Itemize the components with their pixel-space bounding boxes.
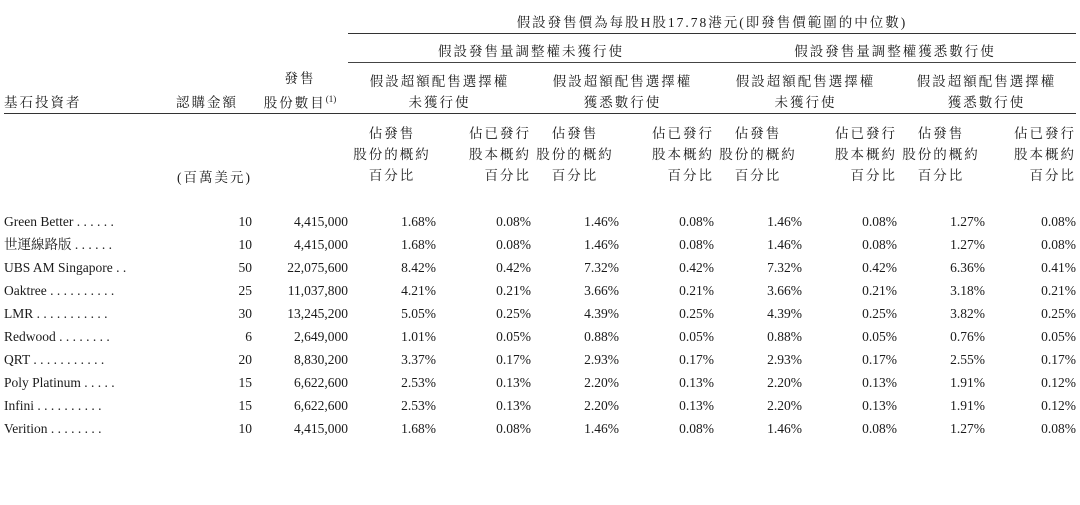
pct-value: 1.91%	[950, 375, 985, 390]
amount-column-header: 認購金額	[162, 63, 252, 114]
table-row	[4, 325, 1076, 348]
pct-value: 1.01%	[401, 329, 436, 344]
offer-shares-count: 6,622,600	[294, 398, 348, 413]
pct-value: 0.12%	[1041, 375, 1076, 390]
offer-shares-count: 6,622,600	[294, 375, 348, 390]
pct-value: 1.27%	[950, 214, 985, 229]
investor-name: Poly Platinum . . . . .	[4, 375, 115, 390]
table-row	[4, 348, 1076, 371]
investor-name: Oaktree . . . . . . . . . .	[4, 283, 115, 298]
table-row	[4, 302, 1076, 325]
pct-value: 0.21%	[1041, 283, 1076, 298]
pct-value: 1.91%	[950, 398, 985, 413]
pct-value: 0.05%	[862, 329, 897, 344]
pct-value: 0.08%	[862, 237, 897, 252]
pct-value: 0.13%	[679, 398, 714, 413]
amount-unit-label: (百萬美元)	[177, 170, 252, 185]
offer-price-assumption: 假設發售價為每股H股17.78港元(即發售價範圍的中位數)	[348, 8, 1076, 34]
pct-value: 0.13%	[679, 375, 714, 390]
investor-name: UBS AM Singapore . .	[4, 260, 127, 275]
pct-value: 0.13%	[862, 398, 897, 413]
subscription-amount: 20	[238, 352, 252, 367]
pct-value: 1.68%	[401, 214, 436, 229]
table-row	[4, 394, 1076, 417]
subscription-amount: 25	[238, 283, 252, 298]
subscription-amount: 30	[238, 306, 252, 321]
pct-value: 2.93%	[767, 352, 802, 367]
cornerstone-investor-table	[4, 8, 1076, 440]
pct-value: 0.08%	[862, 421, 897, 436]
pct-value: 1.46%	[767, 214, 802, 229]
subgroup-d-line2: 獲悉數行使	[947, 95, 1026, 110]
shares-footnote-marker: (1)	[325, 93, 337, 104]
subscription-amount: 10	[238, 421, 252, 436]
subgroup-b-header	[531, 63, 714, 114]
pct-value: 1.46%	[584, 421, 619, 436]
subgroup-d-line1: 假設超額配售選擇權	[916, 74, 1057, 89]
pct-value: 2.20%	[584, 375, 619, 390]
pct-value: 1.68%	[401, 421, 436, 436]
subgroup-a-line2: 未獲行使	[408, 95, 471, 110]
pct-value: 0.17%	[496, 352, 531, 367]
pct-value: 0.08%	[862, 214, 897, 229]
subgroup-b-line1: 假設超額配售選擇權	[552, 74, 693, 89]
pct-value: 0.88%	[767, 329, 802, 344]
pct-value: 0.25%	[862, 306, 897, 321]
pct-issued-header: 佔已發行 股本概約 百分比	[1014, 125, 1076, 183]
pct-value: 2.55%	[950, 352, 985, 367]
investor-name: Verition . . . . . . . .	[4, 421, 102, 436]
group-fully-exercised-header: 假設發售量調整權獲悉數行使	[714, 34, 1076, 63]
table-row	[4, 256, 1076, 279]
subgroup-d-header	[897, 63, 1076, 114]
pct-value: 3.82%	[950, 306, 985, 321]
pct-value: 2.20%	[767, 375, 802, 390]
offer-shares-count: 13,245,200	[287, 306, 348, 321]
pct-issued-header: 佔已發行 股本概約 百分比	[469, 125, 531, 183]
investor-name: LMR . . . . . . . . . . .	[4, 306, 108, 321]
pct-issued-header: 佔已發行 股本概約 百分比	[835, 125, 897, 183]
pct-value: 1.46%	[767, 421, 802, 436]
pct-value: 0.08%	[679, 214, 714, 229]
pct-value: 0.05%	[1041, 329, 1076, 344]
group-not-exercised-header: 假設發售量調整權未獲行使	[348, 34, 714, 63]
pct-value: 0.21%	[496, 283, 531, 298]
investor-name: Green Better . . . . . .	[4, 214, 114, 229]
shares-header-line2: 股份數目	[263, 95, 326, 110]
subscription-amount: 6	[245, 329, 252, 344]
pct-value: 0.08%	[1041, 421, 1076, 436]
investor-name: Redwood . . . . . . . .	[4, 329, 110, 344]
pct-value: 2.20%	[584, 398, 619, 413]
pct-value: 4.39%	[767, 306, 802, 321]
offer-shares-count: 22,075,600	[287, 260, 348, 275]
pct-value: 0.17%	[1041, 352, 1076, 367]
pct-value: 0.21%	[862, 283, 897, 298]
subscription-amount: 10	[238, 237, 252, 252]
investor-column-header: 基石投資者	[4, 63, 162, 114]
pct-value: 0.76%	[950, 329, 985, 344]
pct-value: 2.53%	[401, 398, 436, 413]
table-row	[4, 233, 1076, 256]
pct-value: 0.25%	[1041, 306, 1076, 321]
subgroup-c-header	[714, 63, 897, 114]
shares-column-header	[252, 63, 348, 114]
pct-value: 0.13%	[496, 398, 531, 413]
offer-shares-count: 2,649,000	[294, 329, 348, 344]
table-row	[4, 417, 1076, 440]
pct-value: 1.46%	[584, 237, 619, 252]
shares-header-line1: 發售	[284, 70, 316, 86]
offer-shares-count: 4,415,000	[294, 214, 348, 229]
pct-value: 0.05%	[496, 329, 531, 344]
pct-value: 2.53%	[401, 375, 436, 390]
pct-value: 0.08%	[496, 214, 531, 229]
pct-value: 3.18%	[950, 283, 985, 298]
pct-value: 1.27%	[950, 237, 985, 252]
pct-value: 1.46%	[767, 237, 802, 252]
pct-value: 3.66%	[767, 283, 802, 298]
subgroup-a-line1: 假設超額配售選擇權	[369, 74, 510, 89]
pct-value: 8.42%	[401, 260, 436, 275]
pct-value: 1.27%	[950, 421, 985, 436]
pct-offer-header: 佔發售 股份的概約 百分比	[536, 125, 614, 183]
pct-value: 0.17%	[862, 352, 897, 367]
pct-offer-header: 佔發售 股份的概約 百分比	[902, 125, 980, 183]
pct-value: 0.05%	[679, 329, 714, 344]
table-row	[4, 371, 1076, 394]
subscription-amount: 15	[238, 375, 252, 390]
subgroup-a-header	[348, 63, 531, 114]
subscription-amount: 10	[238, 214, 252, 229]
subgroup-c-line1: 假設超額配售選擇權	[735, 74, 876, 89]
pct-value: 5.05%	[401, 306, 436, 321]
pct-value: 0.08%	[496, 237, 531, 252]
investor-name: 世運線路版 . . . . . .	[4, 237, 112, 252]
pct-value: 7.32%	[767, 260, 802, 275]
table-row	[4, 279, 1076, 302]
pct-value: 0.13%	[496, 375, 531, 390]
pct-value: 6.36%	[950, 260, 985, 275]
subgroup-c-line2: 未獲行使	[774, 95, 837, 110]
pct-value: 0.41%	[1041, 260, 1076, 275]
pct-value: 0.42%	[862, 260, 897, 275]
pct-value: 0.42%	[679, 260, 714, 275]
table-row	[4, 210, 1076, 233]
investor-name: QRT . . . . . . . . . . .	[4, 352, 105, 367]
pct-value: 0.08%	[1041, 237, 1076, 252]
pct-issued-header: 佔已發行 股本概約 百分比	[652, 125, 714, 183]
pct-value: 7.32%	[584, 260, 619, 275]
pct-value: 0.42%	[496, 260, 531, 275]
pct-value: 1.46%	[584, 214, 619, 229]
subgroup-b-line2: 獲悉數行使	[583, 95, 662, 110]
pct-value: 0.13%	[862, 375, 897, 390]
pct-value: 0.25%	[496, 306, 531, 321]
investor-name: Infini . . . . . . . . . .	[4, 398, 102, 413]
pct-value: 0.17%	[679, 352, 714, 367]
pct-value: 0.08%	[679, 421, 714, 436]
pct-offer-header: 佔發售 股份的概約 百分比	[353, 125, 431, 183]
offer-shares-count: 11,037,800	[287, 283, 348, 298]
pct-value: 0.25%	[679, 306, 714, 321]
offer-shares-count: 8,830,200	[294, 352, 348, 367]
pct-offer-header: 佔發售 股份的概約 百分比	[719, 125, 797, 183]
pct-value: 2.20%	[767, 398, 802, 413]
subscription-amount: 15	[238, 398, 252, 413]
pct-value: 4.21%	[401, 283, 436, 298]
pct-value: 4.39%	[584, 306, 619, 321]
pct-value: 3.66%	[584, 283, 619, 298]
pct-value: 0.08%	[1041, 214, 1076, 229]
pct-value: 2.93%	[584, 352, 619, 367]
pct-value: 0.08%	[679, 237, 714, 252]
offer-shares-count: 4,415,000	[294, 237, 348, 252]
pct-value: 0.12%	[1041, 398, 1076, 413]
pct-value: 0.21%	[679, 283, 714, 298]
offer-shares-count: 4,415,000	[294, 421, 348, 436]
pct-value: 3.37%	[401, 352, 436, 367]
subscription-amount: 50	[238, 260, 252, 275]
pct-value: 0.88%	[584, 329, 619, 344]
pct-value: 1.68%	[401, 237, 436, 252]
pct-value: 0.08%	[496, 421, 531, 436]
